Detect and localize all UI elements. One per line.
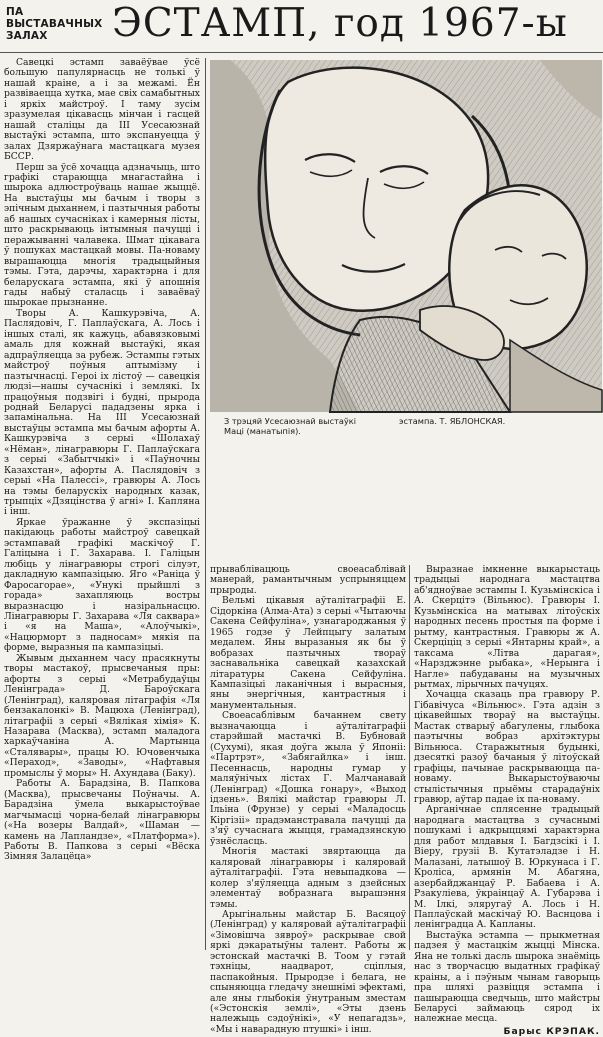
artwork-illustration [210,60,602,412]
header-rule [0,52,603,53]
caption-line: Маці (манатыпія). [224,426,301,436]
rubric-line: ЗАЛАХ [6,30,48,42]
paragraph: Жывым дыханнем часу прасякнуты творы мастакоў, прысвечаныя пры: афорты з серыі «Метрабудаўцы Ленінграда» Д. Бароўскага (Ленінград), каляровая літаграфія «Ля бензакалонкі» В. Мацюха (Ленінград), літаграфіі з серыі «Вялікая хімія» К. Назарава (Масква), эстамп маладога харкаўчаніна А. Мартынца «Сталявары», працы Ю. Ючовенчыка «Пераход», «Заводы», «Нафтавыя промыслы ў моры» Н. Ахундава (Баку). [4,652,200,779]
paragraph: Арыгінальны майстар Б. Васяцоў (Ленінград) у каляровай аўталітаграфіі «Зімовішча зявроў» раскрывае свой яркі дэкаратыўны талент. Работы ж эстонскай мастачкі В. Тоом у гэтай тэхніцы, наадварот, сціплыя, паспакойныя. Прыродзе і белага, не спыняюцца гледачу знешнімі эфектамі, але яны глыбокія ўнутраным зместам («Эстонскія землі», «Эты дзень належыць сэдоўнікі», «У непагадзь», «Мы і наварадную птушкі» і інш. [210,908,406,1035]
paragraph: Вельмі цікавыя аўталітаграфіі Е. Сідоркіна (Алма-Ата) з серыі «Чытаючы Сакена Сейфуліна», узнагароджаныя ў 1965 годзе ў Лейпцыгу залатым медалем. Яны выразаныя як бы ў вобразах пазтычных твораў заснавальніка савецкай казахскай літаратуры Сакена Сейфуліна. Кампазіцыі лаканічныя і вырасныя, яны энергічныя, кантрастныя і манументальныя. [210,595,406,711]
paragraph: Выстаўка эстампа — прыкметная падзея ў мастацкім жыцці Мінска. Яна не толькі дасль шырока знаёміць нас з творчасцю выдатных графікаў краіны, а і пэўным чынам гаворыць пра шляхі развіцця эстампа і пашыраюцца сведчыць, што майстры Беларусі займаюць сярод іх належнае месца. [414,929,600,1025]
illustration-caption [224,416,596,436]
article-column-2 [210,564,406,1035]
paragraph: Савецкі эстамп заваёўвае ўсё большую папулярнасць не толькі ў нашай краіне, а і за межамі. Ён развіваецца хутка, мае свіх самабытных і яркіх майстроў. І таму зусім зразумелая цікавасць мінчан і гасцей нашай сталіцы да III Усесаюзнай выстаўкі эстампа, што экспануецца ў залах Дзяржаўнага мастацкага музея БССР. [4,57,200,163]
paragraph: прываблівацюць своеасаблівай манерай, рамантычным успрыняццем прыроды. [210,564,406,596]
paragraph: Перш за ўсё хочацца адзначыць, што графікі старающца мнагастайна і шырока адлюстроўваць нашае жыццё. На выстаўцы мы бачым і творы з эпічным дыханнем, і пазтычныя работы аб нашых сучасніках і камерныя лісты, што раскрываюць інтымныя пачуцці і перажыванні чалавека. Шмат цікавага ў пошуках мастацкай мовы. Па-новаму вырашаюцца многія традыцыйныя тэмы. Гэта, дарэчы, характэрна і для беларускага эстампа, які ў апошнія гады набыў сталасць і заваёваў шырокае прызнанне. [4,161,200,309]
section-rubric [6,6,103,42]
rubric-line: ПА [6,6,24,18]
paragraph: Арганічнае сплясенне традыцый народнага мастацтва з сучаснымі пошукамі і адкрыццямі характэрна для работ млдавыя І. Багдзсікі і І. Віеру, грузіі В. Кутатэладзе і Н. Малазані, латышоў В. Юркунаса і Г. Кроліса, армянін М. Абагяна, азербайджанцаў Р. Бабаева і А. Рзакуліева, ўкраінцаў А. Губарэва і М. Ілкі, эляругаў А. Лось і Н. Паплаўскай маскічаў Ю. Васнцова і ленінградца А. Капланы. [414,804,600,931]
paragraph: Выразнае імкненне выкарыстаць традыцыі народнага мастацтва аб'ядноўвае эстампы І. Кузьмінскіса і А. Скерцітэ (Вільнюс). Гравюры І. Кузьмінскіса на матывах літоўскіх народных песень простыя па форме і рытму, кантрастныя. Гравюры ж А. Скерціціц з серыі «Янтарны край», а таксама «Літва дарагая», «Нарзджэнне рыбака», «Нерынга і Нагле» пабудаваны на музычных рытмах, лірычных пачуцях. [414,564,600,690]
paragraph: Хочацца сказаць пра гравюру Р. Гібавічуса «Вільнюс». Гэта адзін з цікавейшых твораў на выстаўцы. Мастак стварыў абагулены, глыбока паэтычны вобраз архітэктуры Вільнюса. Старажытныя будынкі, дзесяткі разоў бачаныя ў літоўскай графіцы, пачынае раскрываюцца па-новаму. Выкарыстоўваючы стылістычныя прыёмы старадаўніх гравюр, аўтар падае іх па-новаму. [414,689,600,805]
column-rule [205,58,206,950]
article-column-3 [414,564,600,1037]
paragraph: Многія мастакі звяртаюцца да каляровай лінагравюры і каляровай аўталітаграфіі. Гэта невыпадкова — колер з'яўляецца адным з дзейсных элементаў вобразнага вырашэння тэмы. [210,846,406,910]
mother-child-engraving [210,60,602,412]
paragraph: Работы А. Барадзіна, В. Папкова (Масква), прысвечаны Поўначы. А. Барадзіна ўмела выкарыстоўвае магчымасці чорна-белай лінагравюры («На возеры Валдай», «Шаман — камень на Лапландзе», «Платформа»). Работы В. Папкова з серыі «Вёска Зімняя Залацёца» [4,778,200,863]
article-column-1 [4,58,200,950]
rubric-line: ВЫСТАВАЧНЫХ [6,18,103,30]
paragraph: Своеасаблівым бачаннем свету вызначаюцца і аўталітаграфіі старэйшай мастачкі В. Бубновай (Сухумі), якая доўга жыла ў Японіі: «Партрэт», «Забягайлка» і інш. Песеннасць, народны гумар у маляўнічых лістах Г. Малчанавай (Ленінград) «Дошка гонару», «Выход ідзень». Вялікі майстар гравюры Л. Ільіна (Фрунзе) у серыі «Маладосць Кіргізіі» прадэманстравала пачуцці да з'яў сучаснага жыцця, грамадзянскую ўзнёсласць. [210,710,406,847]
article-headline: ЭСТАМП, год 1967-ы [112,1,568,46]
caption-line: З трэцяй Усесаюзнай выстаўкі [224,416,356,426]
paragraph: Творы А. Кашкурэвіча, А. Паслядовіч, Г. Паплаўскага, А. Лось і іншых сталі, як кажуць, абавязковымі амаль для кожнай выстаўкі, якая адпраўляецца за рубеж. Эстампы гэтых майстроў поўныя аптымізму і пазтычнасці. Героі іх лістоў — савецкія людзі—нашы сучаснікі і землякі. Іх працоўныя подзвігі і будні, прырода роднай Беларусі пададзены ярка і запамінальна. На III Усесаюзнай выстаўцы эстампа мы бачым афорты А. Кашкурэвіча з серыі «Шолахаў «Нёман», лінагравюры Г. Паплаўскага з серыі «Забытчыкі» і «Паўночны Казахстан», афорты А. Паслядовіч з серыі «На Палессі», гравюры А. Лось на тэмы беларускіх народных казак, трыпціх «Дзяцінства ў агні» І. Капляна і інш. [4,307,200,518]
column-rule [409,565,410,950]
paragraph: Яркае ўражанне ў экспазіцыі пакідаюць работы майстроў савецкай эстампавай графікі маскічоў Г. Галіцына і Г. Захарава. І. Галіцын любіць у лінагравюры строгі сілуэт, дакладную кампазіцыю. Яго «Раніца ў Фаросагорае», «Унукі прыйшлі з горада» захапляюць востры выразнасцю і назіральнасцю. Лінагравюры Г. Захарава «Ля саквара» і «я на Маша», «Алоўчыкі», «Нацюрморт з падносам» мякія па форме, выразныя па кампазіцыі. [4,516,200,654]
author-signature: Барыс КРЭПАК. [503,1025,600,1037]
caption-author: эстампа. Т. ЯБЛОНСКАЯ. [399,416,506,426]
